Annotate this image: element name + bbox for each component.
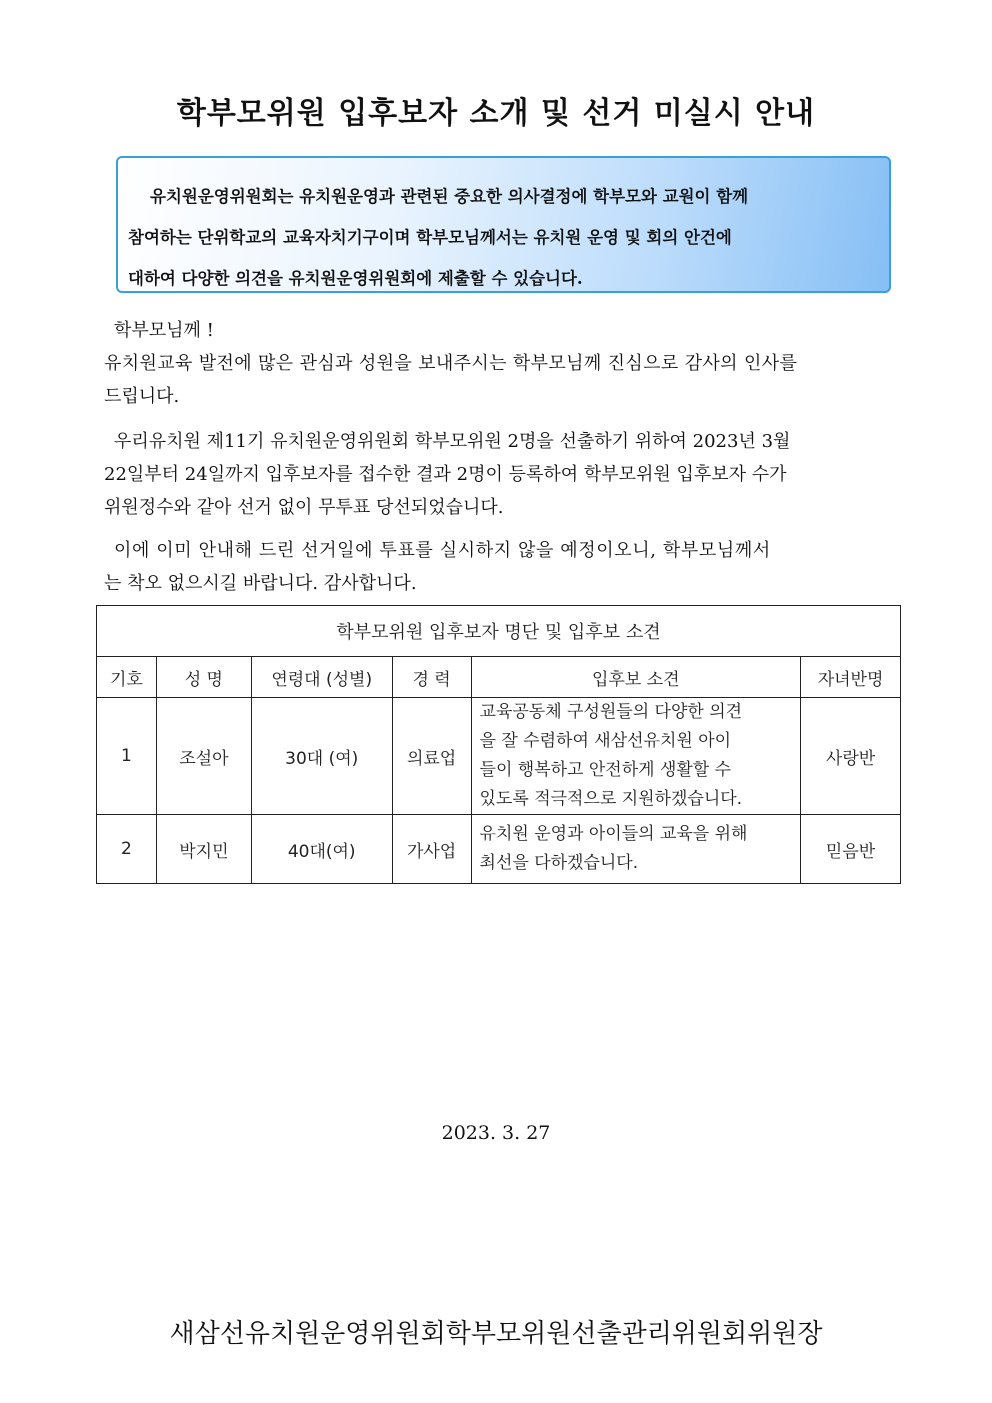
opinion-line: 교육공동체 구성원들의 다양한 의견 — [479, 702, 743, 722]
election-line: 우리유치원 제11기 유치원운영위원회 학부모위원 2명을 선출하기 위하여 2023년 3월 — [114, 431, 791, 452]
document-date: 2023. 3. 27 — [441, 1122, 551, 1144]
cell-name: 박지민 — [156, 815, 251, 884]
opinion-line: 유치원 운영과 아이들의 교육을 위해 — [479, 824, 748, 844]
thanks-line: 드립니다. — [104, 386, 180, 407]
intro-box — [116, 156, 891, 293]
election-line: 22일부터 24일까지 입후보자를 접수한 결과 2명이 등록하여 학부모위원 입후보자 수가 — [104, 464, 787, 485]
header-name: 성 명 — [156, 657, 251, 698]
opinion-line: 을 잘 수렴하여 새삼선유치원 아이 — [479, 731, 732, 751]
intro-line: 참여하는 단위학교의 교육자치기구이며 학부모님께서는 유치원 운영 및 회의 안건에 — [128, 228, 732, 247]
closing-line: 이에 이미 안내해 드린 선거일에 투표를 실시하지 않을 예정이오니, 학부모님께서 — [114, 540, 771, 561]
cell-age-gender: 40대(여) — [251, 815, 392, 884]
opinion-line: 있도록 적극적으로 지원하겠습니다. — [479, 789, 743, 809]
table-header-row — [97, 657, 901, 698]
cell-career: 의료업 — [392, 698, 471, 815]
signature: 새삼선유치원운영위원회학부모위원선출관리위원회위원장 — [169, 1319, 823, 1349]
opinion-line: 들이 행복하고 안전하게 생활할 수 — [479, 760, 732, 780]
closing-paragraph — [104, 534, 899, 600]
cell-no: 2 — [97, 815, 157, 884]
opinion-line: 최선을 다하겠습니다. — [479, 853, 639, 873]
table-row — [97, 815, 901, 884]
candidate-table — [96, 605, 901, 884]
table-caption: 학부모위원 입후보자 명단 및 입후보 소견 — [97, 606, 901, 657]
cell-no: 1 — [97, 698, 157, 815]
cell-opinion — [471, 815, 801, 884]
cell-opinion — [471, 698, 801, 815]
election-paragraph — [104, 425, 899, 524]
cell-age-gender: 30대 (여) — [251, 698, 392, 815]
election-line: 위원정수와 같아 선거 없이 무투표 당선되었습니다. — [104, 497, 504, 518]
header-class: 자녀반명 — [801, 657, 901, 698]
header-no: 기호 — [97, 657, 157, 698]
header-age-gender: 연령대 (성별) — [251, 657, 392, 698]
greeting-text: 학부모님께 ! — [114, 320, 214, 341]
header-opinion: 입후보 소견 — [471, 657, 801, 698]
thanks-line: 유치원교육 발전에 많은 관심과 성원을 보내주시는 학부모님께 진심으로 감사의 인사를 — [104, 353, 798, 374]
page-title: 학부모위원 입후보자 소개 및 선거 미실시 안내 — [176, 96, 816, 131]
header-career: 경 력 — [392, 657, 471, 698]
closing-line: 는 착오 없으시길 바랍니다. 감사합니다. — [104, 573, 417, 594]
intro-line: 유치원운영위원회는 유치원운영과 관련된 중요한 의사결정에 학부모와 교원이 함께 — [150, 187, 749, 206]
cell-name: 조설아 — [156, 698, 251, 815]
cell-class: 사랑반 — [801, 698, 901, 815]
greeting-paragraph — [104, 314, 899, 413]
intro-line: 대하여 다양한 의견을 유치원운영위원회에 제출할 수 있습니다. — [128, 269, 583, 288]
cell-career: 가사업 — [392, 815, 471, 884]
table-row — [97, 698, 901, 815]
cell-class: 믿음반 — [801, 815, 901, 884]
